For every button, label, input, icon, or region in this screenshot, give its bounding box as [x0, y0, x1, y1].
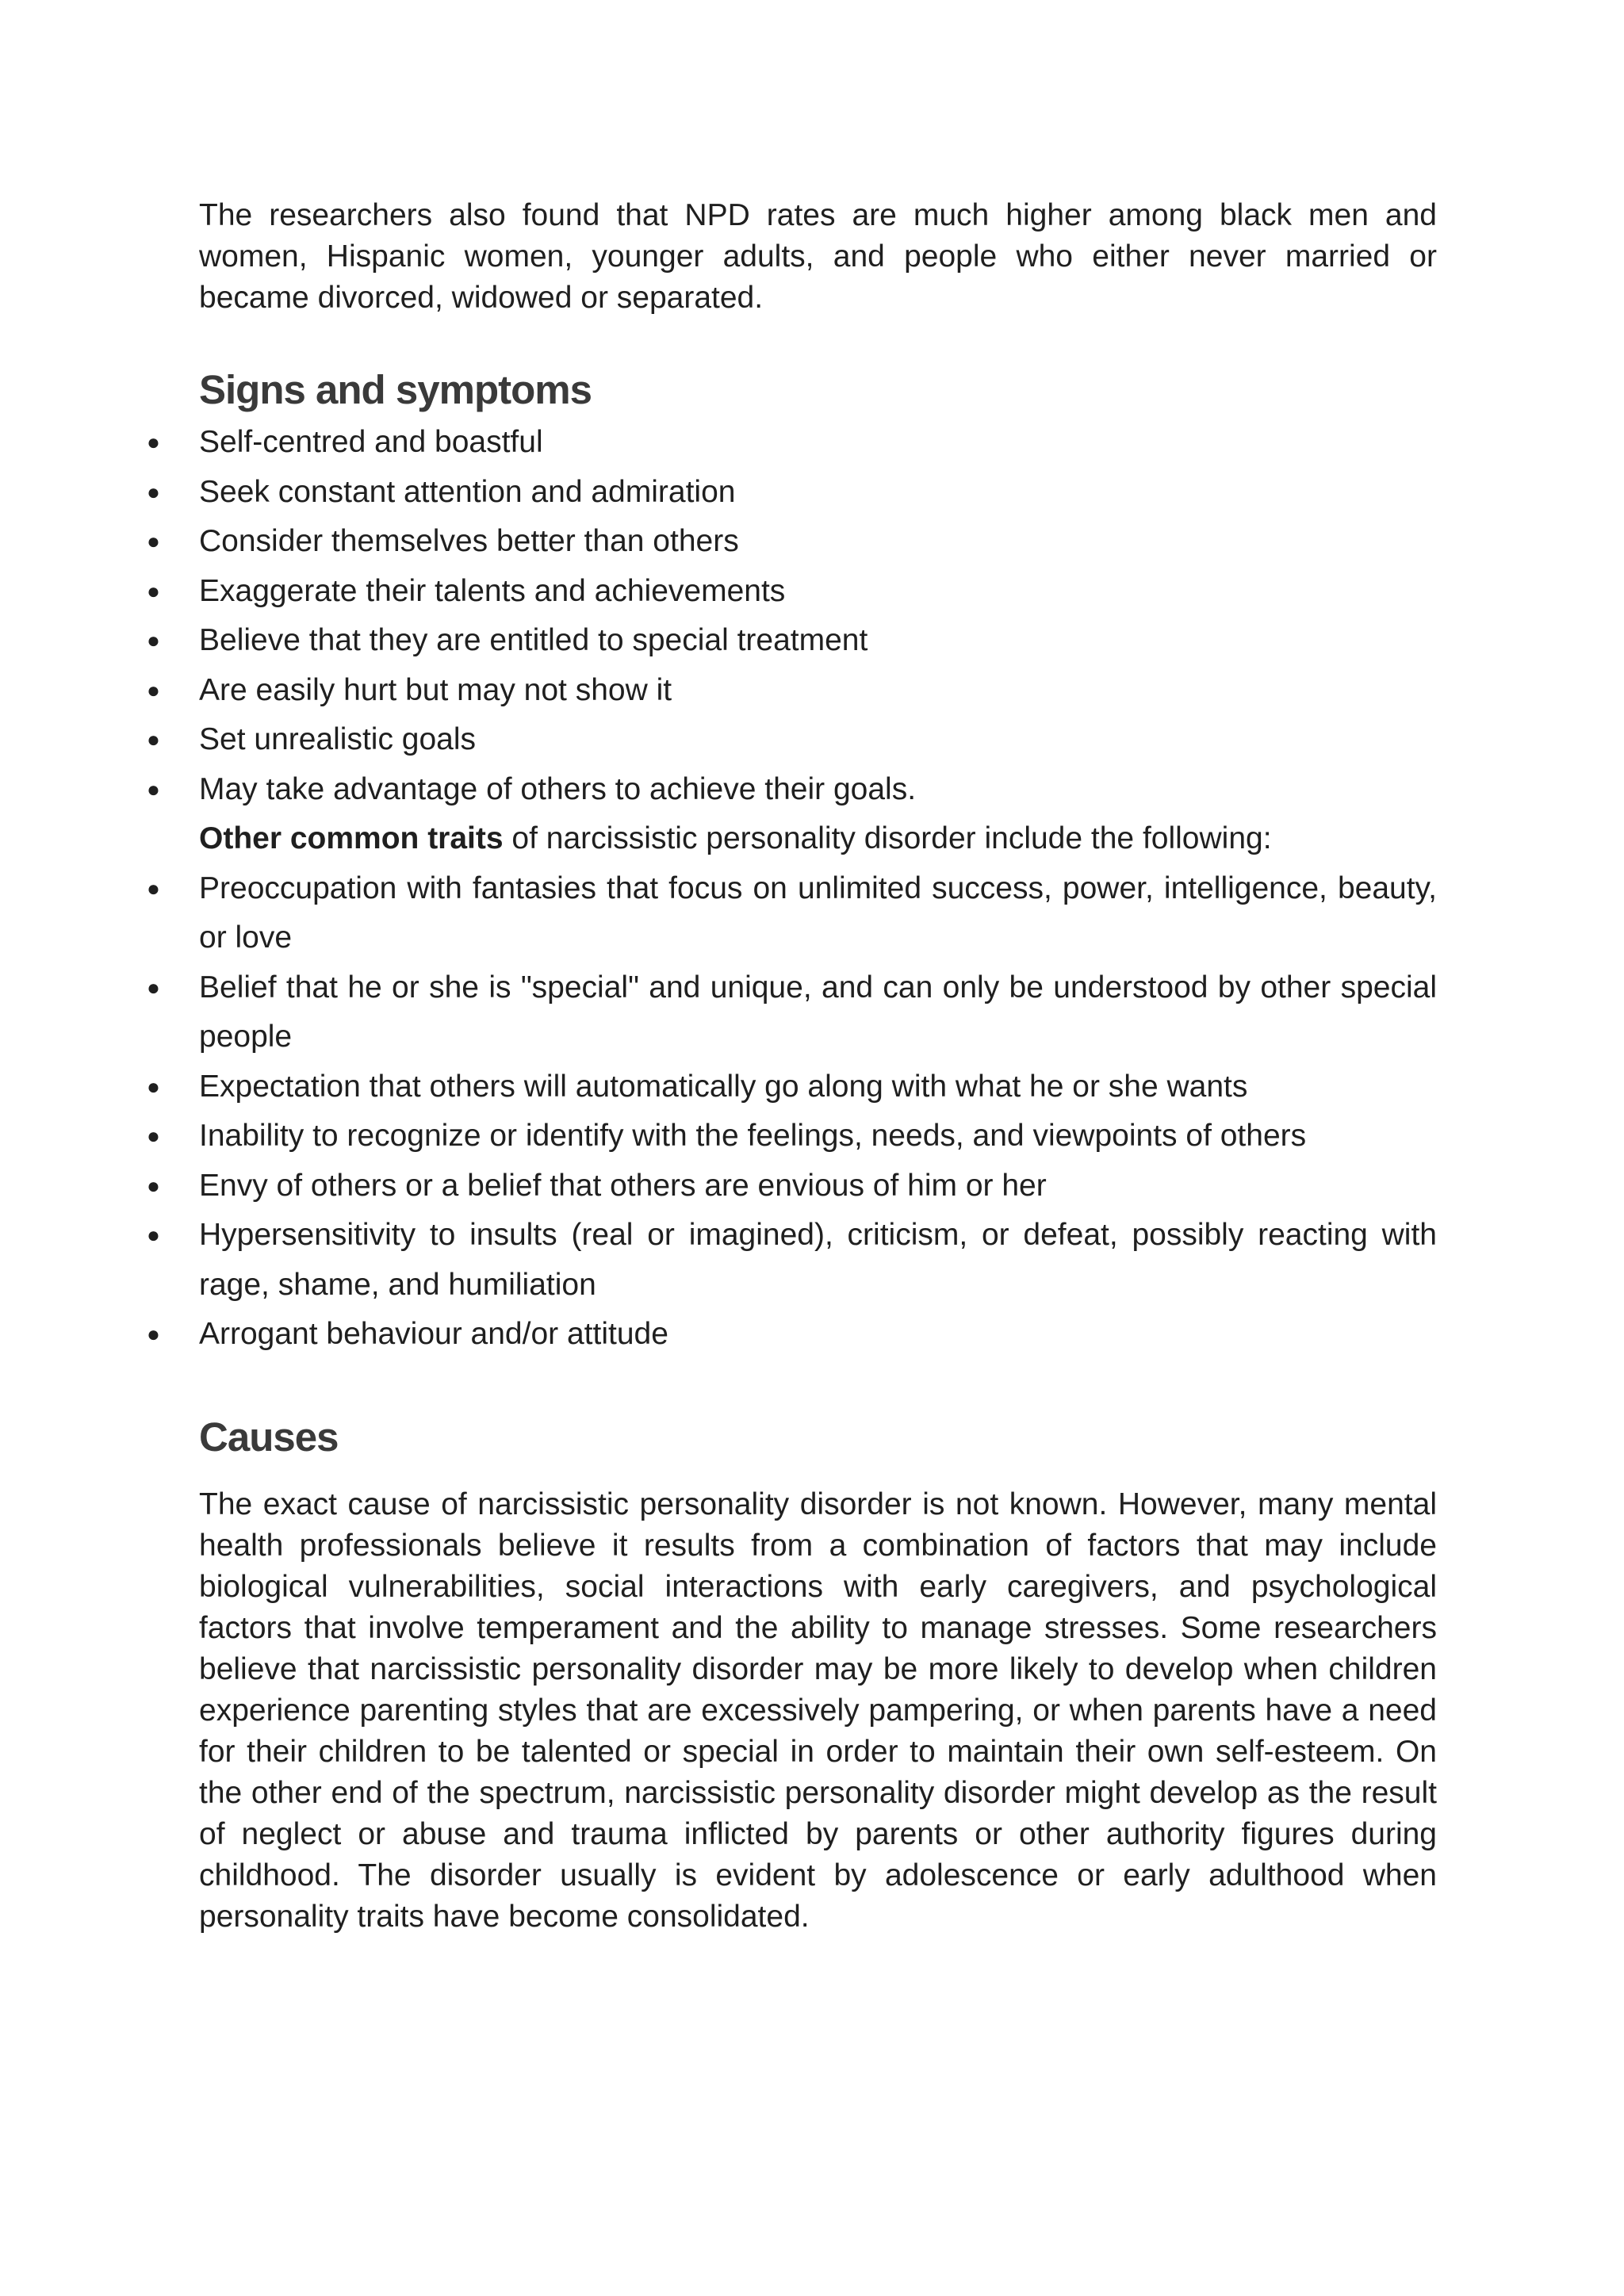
bullet-icon: ● — [147, 974, 160, 1000]
bullet-icon: ● — [147, 628, 160, 652]
list-item — [147, 616, 1437, 666]
list-item — [147, 715, 1437, 765]
bullet-icon: ● — [147, 875, 160, 901]
bullet-icon: ● — [147, 430, 160, 454]
list-item — [147, 864, 1437, 963]
list-item-text: Preoccupation with fantasies that focus on unlimited success, power, intelligence, beauty, or love — [199, 871, 1437, 955]
list-item — [147, 418, 1437, 468]
traits-intro-bold: Other common traits — [199, 821, 504, 855]
list-item — [147, 567, 1437, 617]
list-item-text: Seek constant attention and admiration — [199, 474, 736, 509]
list-item-text: Arrogant behaviour and/or attitude — [199, 1317, 668, 1351]
list-item-text: Are easily hurt but may not show it — [199, 672, 672, 707]
list-item — [147, 1211, 1437, 1310]
list-item — [147, 1062, 1437, 1112]
list-item-text: Believe that they are entitled to special treatment — [199, 623, 868, 657]
list-item — [147, 765, 1437, 815]
causes-heading: Causes — [199, 1414, 339, 1460]
bullet-icon: ● — [147, 1073, 160, 1099]
list-item-text: Envy of others or a belief that others are envious of him or her — [199, 1168, 1047, 1203]
document-content — [147, 195, 1437, 1938]
list-item — [147, 963, 1437, 1062]
bullet-icon: ● — [147, 479, 160, 504]
list-item-text: Self-centred and boastful — [199, 425, 543, 459]
list-item-text: Expectation that others will automatically go along with what he or she wants — [199, 1069, 1248, 1104]
intro-paragraph: The researchers also found that NPD rates are much higher among black men and women, Hispanic women, younger adults, and people who either never married or became divorced, widowed or separated. — [199, 198, 1437, 315]
list-item-text: Inability to recognize or identify with the feelings, needs, and viewpoints of others — [199, 1119, 1307, 1153]
bullet-icon: ● — [147, 776, 160, 802]
list-item-text: Consider themselves better than others — [199, 524, 739, 558]
traits-intro — [199, 814, 1437, 864]
bullet-icon: ● — [147, 529, 160, 553]
bullet-icon: ● — [147, 727, 160, 752]
list-item — [147, 517, 1437, 567]
list-item-text: Belief that he or she is "special" and unique, and can only be understood by other special people — [199, 970, 1437, 1054]
bullet-icon: ● — [147, 1173, 160, 1198]
causes-paragraph: The exact cause of narcissistic personality disorder is not known. However, many mental health professionals believe it results from a combination of factors that may include biological vulnerabilities, social interactions with early caregivers, and psychological factors that involve temperament and the ability to manage stresses. Some researchers believe that narcissistic personality disorder may be more likely to develop when children experience parenting styles that are excessively pampering, or when parents have a need for their children to be talented or special in order to maintain their own self-esteem. On the other end of the spectrum, narcissistic personality disorder might develop as the result of neglect or abuse and trauma inflicted by parents or other authority figures during childhood. The disorder usually is evident by adolescence or early adulthood when personality traits have become consolidated. — [199, 1487, 1437, 1934]
list-item — [147, 666, 1437, 716]
list-item — [147, 1161, 1437, 1211]
signs-list — [147, 418, 1437, 814]
list-item — [147, 1112, 1437, 1161]
traits-list — [147, 864, 1437, 1360]
bullet-icon: ● — [147, 1223, 160, 1247]
traits-intro-rest: of narcissistic personality disorder include the following: — [503, 821, 1272, 855]
signs-heading: Signs and symptoms — [199, 367, 592, 412]
bullet-icon: ● — [147, 1123, 160, 1148]
bullet-icon: ● — [147, 1322, 160, 1346]
list-item-text: Hypersensitivity to insults (real or imagined), criticism, or defeat, possibly reacting with rage, shame, and humiliation — [199, 1218, 1437, 1302]
list-item-text: May take advantage of others to achieve their goals. — [199, 771, 917, 806]
bullet-icon: ● — [147, 677, 160, 702]
list-item-text: Set unrealistic goals — [199, 722, 477, 756]
bullet-icon: ● — [147, 578, 160, 603]
list-item — [147, 1310, 1437, 1360]
list-item-text: Exaggerate their talents and achievements — [199, 573, 786, 608]
list-item — [147, 468, 1437, 518]
